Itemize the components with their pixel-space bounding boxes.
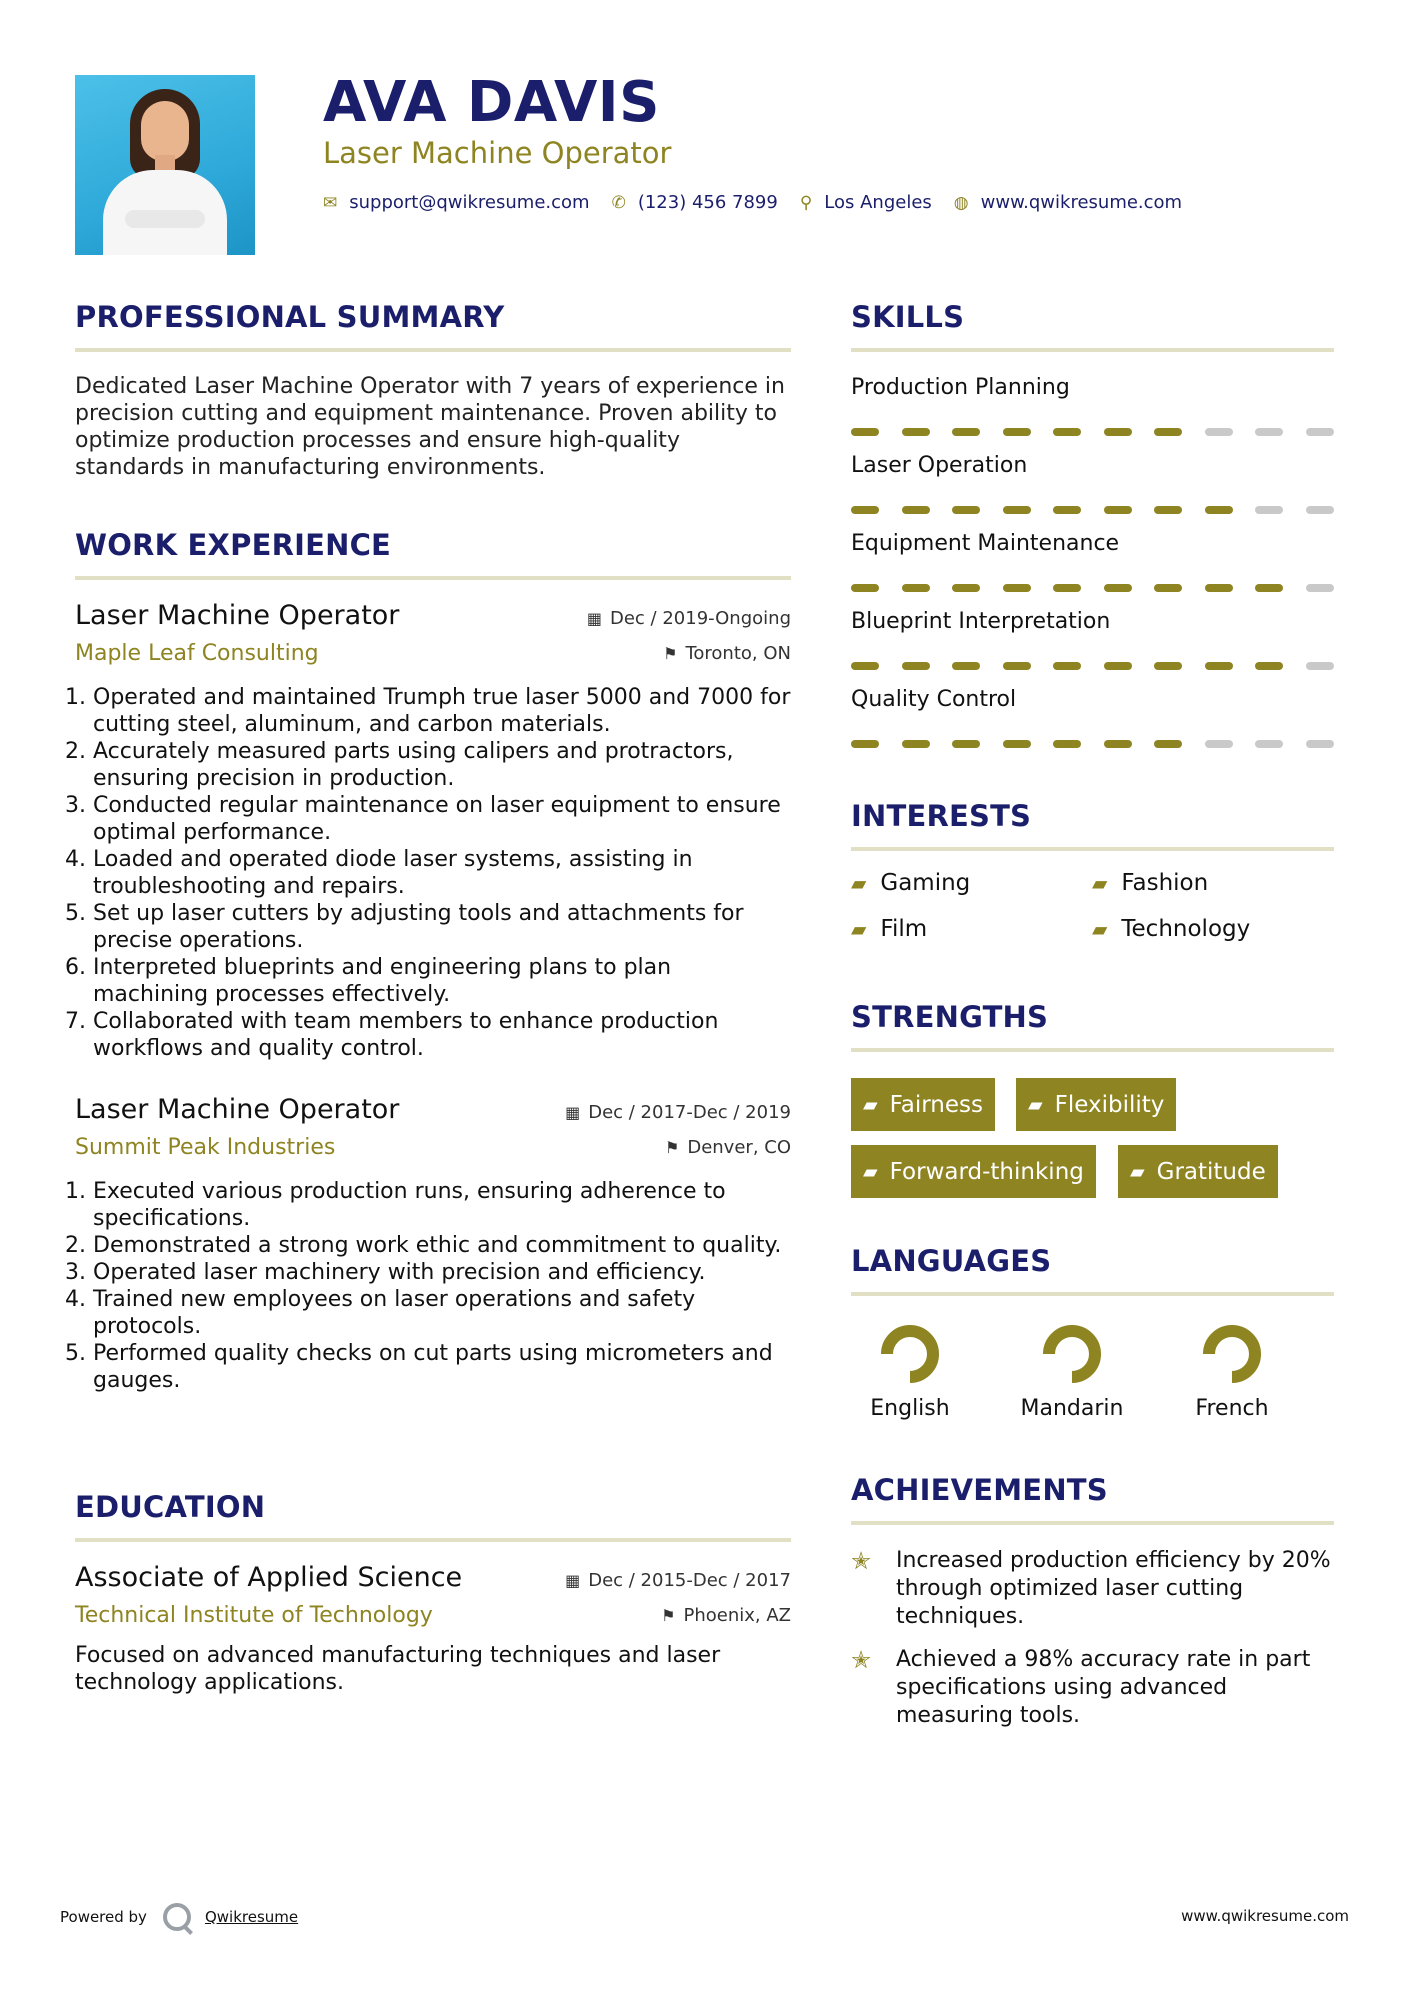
- skill-dot: [1255, 584, 1283, 592]
- summary-heading: PROFESSIONAL SUMMARY: [75, 300, 505, 334]
- list-item: 7. Collaborated with team members to enhance production workflows and quality control.: [93, 1008, 791, 1062]
- skill-dot: [1205, 740, 1233, 748]
- skill-dot: [851, 428, 879, 436]
- skill-dot: [1205, 428, 1233, 436]
- skill-dot: [902, 662, 930, 670]
- skill-dot: [851, 662, 879, 670]
- skill-dot: [1003, 662, 1031, 670]
- interest-label: Film: [880, 916, 928, 942]
- skill-dot: [952, 506, 980, 514]
- experience-heading: WORK EXPERIENCE: [75, 528, 392, 562]
- language-name: French: [1195, 1396, 1269, 1421]
- skill-dot: [952, 740, 980, 748]
- language-name: Mandarin: [1020, 1396, 1124, 1421]
- skill-rating: [851, 428, 1334, 436]
- skill-dot: [1053, 662, 1081, 670]
- section-divider: [75, 1538, 791, 1542]
- skill-dot: [1003, 740, 1031, 748]
- book-icon: ▰: [863, 1093, 878, 1116]
- list-item: 6. Interpreted blueprints and engineering plans to plan machining processes effectively.: [93, 954, 791, 1008]
- section-divider: [851, 348, 1334, 352]
- footer-site-link[interactable]: www.qwikresume.com: [1181, 1907, 1349, 1925]
- candidate-name: AVA DAVIS: [323, 70, 660, 135]
- footer-branding: [60, 1903, 298, 1931]
- strengths-section: [851, 1000, 1334, 1052]
- summary-section: [75, 300, 791, 352]
- skill-dot: [1306, 740, 1334, 748]
- skill-dot: [1104, 740, 1132, 748]
- experience-section: [75, 528, 791, 580]
- degree-title: Associate of Applied Science: [75, 1562, 463, 1593]
- skill-dot: [1104, 584, 1132, 592]
- language-item: [1172, 1322, 1292, 1421]
- skill-dot: [1306, 584, 1334, 592]
- list-item: 1. Operated and maintained Trumph true laser 5000 and 7000 for cutting steel, aluminum, and carbon materials.: [93, 684, 791, 738]
- interest-item: [1092, 916, 1250, 942]
- language-name: English: [870, 1396, 950, 1421]
- skill-name: Blueprint Interpretation: [851, 609, 1111, 634]
- education-location-text: Phoenix, AZ: [683, 1605, 791, 1626]
- strength-label: Gratitude: [1156, 1158, 1266, 1185]
- skill-dot: [1104, 662, 1132, 670]
- skill-dot: [851, 740, 879, 748]
- interest-label: Technology: [1121, 916, 1251, 942]
- skill-dot: [952, 584, 980, 592]
- achievement-text: Achieved a 98% accuracy rate in part specifications using advanced measuring tools.: [896, 1647, 1311, 1728]
- job-date-text: Dec / 2017-Dec / 2019: [588, 1102, 791, 1123]
- skill-dot: [1255, 428, 1283, 436]
- language-level-ring: [1200, 1322, 1264, 1386]
- strength-tag: [1016, 1078, 1176, 1131]
- job-location: [663, 643, 791, 664]
- interest-label: Fashion: [1121, 870, 1209, 896]
- language-level-arc: [1049, 1331, 1095, 1377]
- book-icon: ▰: [851, 917, 867, 941]
- strength-tag: [851, 1078, 995, 1131]
- summary-text: Dedicated Laser Machine Operator with 7 years of experience in precision cutting and equipment maintenance. Proven ability to optimize production processes and ensure high-quality standards in manufacturing environments.: [75, 374, 785, 480]
- section-divider: [851, 847, 1334, 851]
- skill-rating: [851, 740, 1334, 748]
- skill-name: Production Planning: [851, 375, 1070, 400]
- skill-dot: [1255, 506, 1283, 514]
- book-icon: ▰: [1092, 871, 1108, 895]
- school-name: Technical Institute of Technology: [75, 1603, 433, 1628]
- calendar-icon: ▦: [565, 1103, 581, 1122]
- education-entry: [75, 1562, 791, 1696]
- skill-dot: [1205, 584, 1233, 592]
- skill-dot: [1053, 506, 1081, 514]
- job-entry: [75, 1094, 791, 1394]
- skills-heading: SKILLS: [851, 300, 965, 334]
- pushpin-icon: ⚑: [665, 1138, 680, 1157]
- star-icon: ✭: [851, 1547, 872, 1575]
- pushpin-icon: ⚑: [661, 1606, 676, 1625]
- skill-dot: [902, 584, 930, 592]
- list-item: 4. Loaded and operated diode laser systems, assisting in troubleshooting and repairs.: [93, 846, 791, 900]
- language-level-arc: [1209, 1331, 1255, 1377]
- skill-dot: [1053, 740, 1081, 748]
- job-location-text: Denver, CO: [687, 1137, 791, 1158]
- pushpin-icon: ⚑: [663, 644, 678, 663]
- list-item: 4. Trained new employees on laser operations and safety protocols.: [93, 1286, 791, 1340]
- interest-label: Gaming: [880, 870, 971, 896]
- job-company: Summit Peak Industries: [75, 1135, 336, 1160]
- qwikresume-logo-icon: [163, 1903, 191, 1931]
- job-date-text: Dec / 2019-Ongoing: [610, 608, 791, 629]
- section-divider: [851, 1292, 1334, 1296]
- book-icon: ▰: [1092, 917, 1108, 941]
- skill-dot: [1154, 662, 1182, 670]
- book-icon: ▰: [1028, 1093, 1043, 1116]
- education-section: [75, 1490, 791, 1542]
- skill-item: [851, 609, 1334, 670]
- achievement-item: [851, 1547, 1334, 1631]
- skill-dot: [1154, 506, 1182, 514]
- section-divider: [75, 576, 791, 580]
- education-date-text: Dec / 2015-Dec / 2017: [588, 1570, 791, 1591]
- skill-dot: [902, 740, 930, 748]
- language-item: [1012, 1322, 1132, 1421]
- calendar-icon: ▦: [565, 1571, 581, 1590]
- skill-dot: [902, 428, 930, 436]
- globe-icon: ◍: [953, 192, 969, 213]
- list-item: 3. Operated laser machinery with precision and efficiency.: [93, 1259, 791, 1286]
- skill-dot: [952, 428, 980, 436]
- skills-section: [851, 300, 1334, 352]
- envelope-icon: ✉: [323, 192, 338, 213]
- skill-dot: [1104, 506, 1132, 514]
- language-level-arc: [887, 1331, 933, 1377]
- contact-phone[interactable]: (123) 456 7899: [637, 192, 778, 213]
- language-level-ring: [1040, 1322, 1104, 1386]
- interest-item: [851, 916, 927, 942]
- star-icon: ✭: [851, 1646, 872, 1674]
- contact-bar: [323, 192, 1204, 213]
- strength-label: Flexibility: [1054, 1091, 1165, 1118]
- education-date: [565, 1570, 791, 1591]
- book-icon: ▰: [863, 1160, 878, 1183]
- skill-name: Quality Control: [851, 687, 1017, 712]
- skill-dot: [851, 584, 879, 592]
- job-entry: [75, 600, 791, 1062]
- section-divider: [851, 1521, 1334, 1525]
- skill-dot: [1053, 428, 1081, 436]
- skill-dot: [1003, 584, 1031, 592]
- skill-item: [851, 453, 1334, 514]
- achievement-text: Increased production efficiency by 20% through optimized laser cutting techniques.: [896, 1548, 1331, 1629]
- contact-email[interactable]: support@qwikresume.com: [349, 192, 590, 213]
- achievement-item: [851, 1646, 1334, 1730]
- contact-location: Los Angeles: [824, 192, 932, 213]
- interests-heading: INTERESTS: [851, 799, 1032, 833]
- contact-website[interactable]: www.qwikresume.com: [980, 192, 1183, 213]
- strength-tag: [1118, 1145, 1278, 1198]
- language-item: [850, 1322, 970, 1421]
- skill-dot: [1306, 506, 1334, 514]
- languages-heading: LANGUAGES: [851, 1244, 1052, 1278]
- powered-by-label: Powered by: [60, 1908, 147, 1926]
- interest-item: [1092, 870, 1208, 896]
- profile-photo: [75, 75, 255, 255]
- job-date: [587, 608, 791, 629]
- skill-dot: [1053, 584, 1081, 592]
- skill-dot: [1104, 428, 1132, 436]
- skill-dot: [1306, 428, 1334, 436]
- education-heading: EDUCATION: [75, 1490, 266, 1524]
- education-location: [661, 1605, 791, 1626]
- job-location: [665, 1137, 791, 1158]
- skill-name: Equipment Maintenance: [851, 531, 1120, 556]
- book-icon: ▰: [1130, 1160, 1145, 1183]
- skill-dot: [1205, 662, 1233, 670]
- section-divider: [75, 348, 791, 352]
- skill-rating: [851, 584, 1334, 592]
- section-divider: [851, 1048, 1334, 1052]
- list-item: 5. Performed quality checks on cut parts using micrometers and gauges.: [93, 1340, 791, 1394]
- skill-dot: [1003, 428, 1031, 436]
- phone-icon: ✆: [611, 192, 626, 213]
- education-description: Focused on advanced manufacturing techniques and laser technology applications.: [75, 1643, 721, 1695]
- languages-section: [851, 1244, 1334, 1296]
- skill-dot: [902, 506, 930, 514]
- list-item: 5. Set up laser cutters by adjusting tools and attachments for precise operations.: [93, 900, 791, 954]
- strength-tag: [851, 1145, 1096, 1198]
- list-item: 2. Accurately measured parts using calipers and protractors, ensuring precision in production.: [93, 738, 791, 792]
- job-date: [565, 1102, 791, 1123]
- skill-item: [851, 375, 1334, 436]
- list-item: 1. Executed various production runs, ensuring adherence to specifications.: [93, 1178, 791, 1232]
- strength-label: Fairness: [889, 1091, 983, 1118]
- job-duties: [75, 1178, 791, 1394]
- language-level-ring: [878, 1322, 942, 1386]
- skill-rating: [851, 506, 1334, 514]
- map-pin-icon: ⚲: [799, 192, 813, 213]
- job-title: Laser Machine Operator: [75, 600, 400, 631]
- book-icon: ▰: [851, 871, 867, 895]
- list-item: 2. Demonstrated a strong work ethic and commitment to quality.: [93, 1232, 791, 1259]
- job-title: Laser Machine Operator: [75, 1094, 400, 1125]
- strength-label: Forward-thinking: [889, 1158, 1084, 1185]
- job-company: Maple Leaf Consulting: [75, 641, 319, 666]
- job-duties: [75, 684, 791, 1062]
- skill-item: [851, 687, 1334, 748]
- interest-item: [851, 870, 970, 896]
- interests-section: [851, 799, 1334, 851]
- skill-dot: [1306, 662, 1334, 670]
- skill-dot: [1003, 506, 1031, 514]
- calendar-icon: ▦: [586, 609, 602, 628]
- achievements-section: [851, 1473, 1334, 1525]
- skill-rating: [851, 662, 1334, 670]
- skill-dot: [1154, 740, 1182, 748]
- strengths-heading: STRENGTHS: [851, 1000, 1049, 1034]
- achievements-heading: ACHIEVEMENTS: [851, 1473, 1108, 1507]
- skill-dot: [851, 506, 879, 514]
- skill-name: Laser Operation: [851, 453, 1028, 478]
- skill-dot: [1205, 506, 1233, 514]
- skill-dot: [1255, 740, 1283, 748]
- skill-dot: [1154, 584, 1182, 592]
- job-location-text: Toronto, ON: [685, 643, 791, 664]
- brand-link[interactable]: Qwikresume: [204, 1908, 299, 1926]
- skill-item: [851, 531, 1334, 592]
- skill-dot: [1255, 662, 1283, 670]
- skill-dot: [952, 662, 980, 670]
- list-item: 3. Conducted regular maintenance on laser equipment to ensure optimal performance.: [93, 792, 791, 846]
- candidate-title: Laser Machine Operator: [323, 136, 672, 170]
- skill-dot: [1154, 428, 1182, 436]
